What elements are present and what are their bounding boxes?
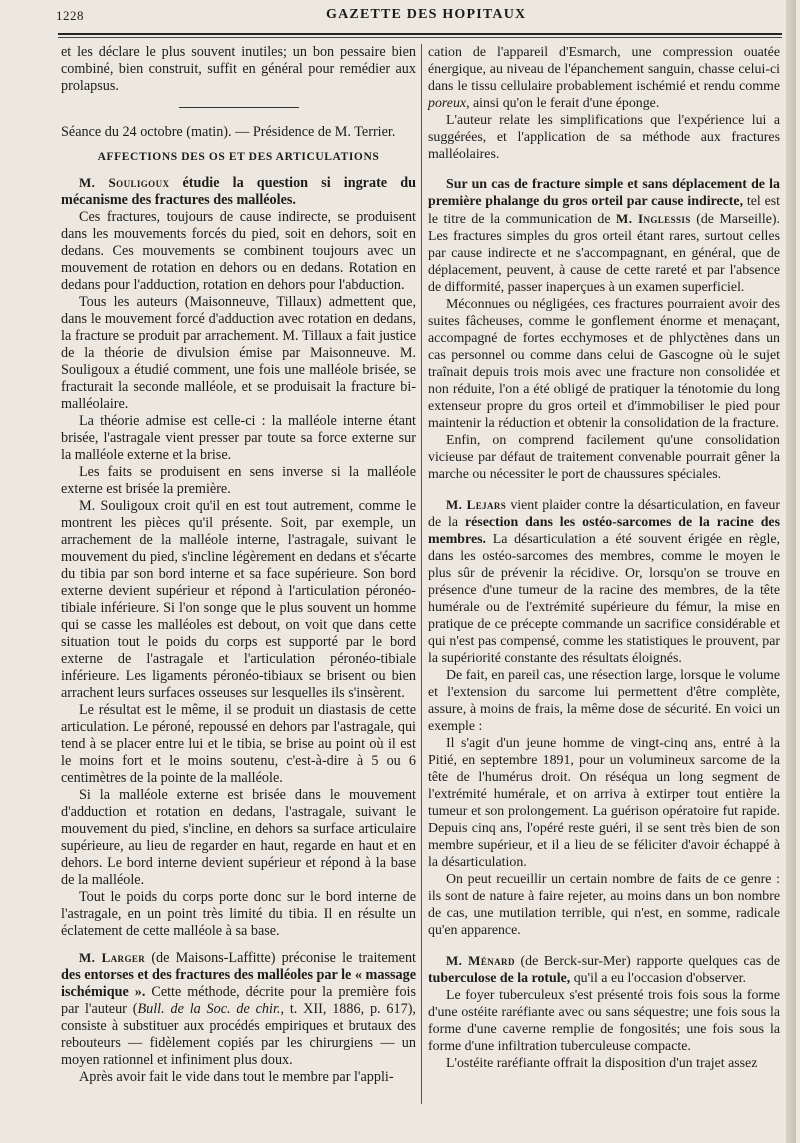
right-column xyxy=(428,44,780,1072)
speaker-name: M. Souligoux xyxy=(79,175,170,190)
topic-text: résection dans les ostéo-sarcomes de la racine des membres. xyxy=(428,515,780,547)
speaker-name: M. Inglessis xyxy=(616,211,691,226)
paragraph: Ces fractures, toujours de cause indirecte, se produisent dans les mouvements forcés du pied, soit en dehors, soit en dedans. Ces mouvements se combinent toujours avec un mouvement de rotation en dehors ou en dedans. Rotation en dedans pour l'adduction, rotation en dehors pour l'abduction. xyxy=(61,209,416,293)
paragraph: Après avoir fait le vide dans tout le membre par l'appli- xyxy=(79,1069,394,1085)
paragraph: Tous les auteurs (Maisonneuve, Tillaux) admettent que, dans le mouvement forcé d'adduction avec rotation en dedans, la fracture se produit par arrachement. M. Tillaux a fait justice de la théorie de divulsion émise par Maisonneuve. M. Souligoux a étudié comment, une fois une malléole brisée, se fracturait la seconde malléole, et se produisait la fracture bi-malléolaire. xyxy=(61,294,416,412)
page-header xyxy=(56,2,786,28)
paragraph: M. Souligoux croit qu'il en est tout autrement, comme le montrent les pièces qu'il présente. Soit, par exemple, un arrachement de la malléole interne, l'astragale, suivant le mouvement du pied, s'incline légèrement en dedans et s'écarte du tibia par son bord interne et sa face supérieure. Son bord externe devient supérieur et répond à l'articulation péronéo-tibiale inférieure. Si l'on songe que le plus souvent un homme qui se casse les malléoles est debout, on voit que dans cette situation tout le poids du corps est supporté par le bord externe de l'astragale et l'articulation péronéo-tibiale inférieure. Les ligaments péronéo-tibiaux se brisent ou bien arrachent leurs surfaces osseuses sur lesquelles ils s'insèrent. xyxy=(61,498,416,701)
paragraph: et les déclare le plus souvent inutiles; un bon pessaire bien combiné, bien construit, suffit en général pour remédier aux prolapsus. xyxy=(61,44,416,94)
paragraph: Sur un cas de fracture simple et sans déplacement de la première phalange du gros orteil par cause indirecte, tel est le titre de la communication de M. Inglessis (de Marseille). Les fractures simples du gros orteil étant rares, surtout celles par cause indirecte et ne s'accompagnant, en général, que de déplacement, peuvent, à cause de cette rareté et par l'absence de difformité, passer inaperçues à un examen superficiel. xyxy=(428,177,781,295)
topic-text: tuberculose de la rotule, xyxy=(428,971,571,986)
paragraph: On peut recueillir un certain nombre de faits de ce genre : ils sont de nature à faire rejeter, au moins dans un bon nombre de cas, une mutilation terrible, qui n'est, en somme, radicale qu'en apparence. xyxy=(428,872,780,938)
paragraph: Si la malléole externe est brisée dans le mouvement d'adduction et rotation en dedans, l'astragale, suivant le mouvement du pied, s'incline, en dehors sa surface articulaire supérieure, au lieu de regarder en haut, regarde en haut et en dehors. Le bord interne devient supérieur et répond à la base de la malléole. xyxy=(61,787,416,888)
topic-text: étudie la question si ingrate du mécanisme des fractures des malléoles. xyxy=(61,175,416,208)
speaker-name: M. Lejars xyxy=(446,497,507,512)
paragraph: Il s'agit d'un jeune homme de vingt-cinq ans, entré à la Pitié, en septembre 1891, pour un volumineux sarcome de la tête de l'humérus droit. On réséqua un long segment de l'extrémité humérale, et on arriva à extirper tout entière la tumeur et son prolongement. La guérison opératoire fut rapide. Depuis cinq ans, l'opéré reste guéri, il se sent très bien de son membre supérieur, et il a lieu de se féliciter d'avoir échappé à la désarticulation. xyxy=(428,736,780,870)
paragraph: Méconnues ou négligées, ces fractures pourraient avoir des suites fâcheuses, comme le gonflement énorme et menaçant, accompagné de fortes ecchymoses et de phlyctènes dans un cas personnel ou comme dans celui de Gascogne où le sujet traînait depuis trois mois avec une fracture non consolidée et non réduite, l'on a été obligé de pratiquer la ténotomie du long extenseur propre du gros orteil et d'immobiliser le pied pour maintenir la réduction et obtenir la consolidation de la fracture. xyxy=(428,297,780,431)
left-column xyxy=(61,44,416,1086)
topic-text: Sur un cas de fracture simple et sans déplacement de la première phalange du gros orteil par cause indirecte, xyxy=(428,177,780,209)
paragraph: Enfin, on comprend facilement qu'une consolidation vicieuse par défaut de traitement convenable pourrait gêner la marche ou nécessiter le port de chaussures spéciales. xyxy=(428,433,780,482)
paragraph: Les faits se produisent en sens inverse si la malléole externe est brisée la première. xyxy=(61,464,416,497)
speaker-name: M. Ménard xyxy=(446,953,515,968)
paragraph: L'auteur relate les simplifications que l'expérience lui a suggérées, et l'application de sa méthode aux fractures malléolaires. xyxy=(428,113,780,162)
page-number: 1228 xyxy=(56,8,84,23)
paragraph: La théorie admise est celle-ci : la malléole interne étant brisée, l'astragale vient presser par toute sa force externe sur la malléole externe et la brise. xyxy=(61,413,416,463)
section-heading: AFFECTIONS DES OS ET DES ARTICULATIONS xyxy=(97,151,380,163)
paragraph: Le résultat est le même, il se produit un diastasis de cette articulation. Le péroné, repoussé en dehors par l'astragale, qui tend à se placer entre lui et le tibia, se brise au point où il est le moins fort et le moins soutenu, c'est-à-dire à 5 ou 6 centimètres de la pointe de la malléole. xyxy=(61,702,416,786)
header-rule-thin xyxy=(58,37,782,38)
citation: Bull. de la Soc. de chir. xyxy=(137,1001,281,1017)
column-divider xyxy=(421,44,422,1104)
session-line: Séance du 24 octobre (matin). — Présidence de M. Terrier. xyxy=(61,124,396,140)
page-edge-shadow xyxy=(786,0,796,1143)
paragraph: Le foyer tuberculeux s'est présenté trois fois sous la forme d'une ostéite raréfiante avec ou sans séquestre; une fois sous la forme d'une caverne remplie de fongosités; une fois sous la forme d'une infiltration tuberculeuse compacte. xyxy=(428,988,780,1054)
running-title: GAZETTE DES HOPITAUX xyxy=(326,7,527,22)
paragraph: cation de l'appareil d'Esmarch, une compression ouatée énergique, au niveau de l'épanchement sanguin, chasse celui-ci dans le tissu cellulaire probablement ischémié et rendu comme poreux, ainsi qu'on le ferait d'une éponge. xyxy=(428,45,780,111)
paragraph: Tout le poids du corps porte donc sur le bord interne de l'astragale, en un point très limité du tibia. Il en résulte un éclatement de cette malléole à sa base. xyxy=(61,889,416,939)
paragraph: M. Ménard (de Berck-sur-Mer) rapporte quelques cas de tuberculose de la rotule, qu'il a eu l'occasion d'observer. xyxy=(428,953,780,986)
separator-rule xyxy=(179,107,299,108)
paragraph: M. Lejars vient plaider contre la désarticulation, en faveur de la résection dans les ostéo-sarcomes de la racine des membres. La désarticulation a été souvent érigée en règle, dans les ostéo-sarcomes des membres, comme le moyen le plus sûr de prévenir la récidive. Or, lorsqu'on se trouve en présence d'une tumeur de la racine des membres, de la tête humérale ou de l'extrémité supérieure du fémur, la mise en pratique de ce précepte commande un sacrifice considérable et qui n'est pas compensé, comme les statistiques le prouvent, par la supériorité constante des résultats éloignés. xyxy=(428,497,780,666)
paragraph xyxy=(61,174,416,209)
paragraph: De fait, en pareil cas, une résection large, lorsque le volume et l'extension du sarcome lui permettent d'être complète, assure, à moins de frais, la même dose de sécurité. En voici un exemple : xyxy=(428,668,780,734)
speaker-name: M. Larger xyxy=(79,950,146,965)
topic-text: des entorses et des fractures des malléoles par le « massage ischémique ». xyxy=(61,967,416,1000)
header-rule xyxy=(58,33,782,35)
paragraph: L'ostéite raréfiante offrait la disposition d'un trajet assez xyxy=(446,1056,758,1071)
paragraph: M. Larger (de Maisons-Laffitte) préconise le traitement des entorses et des fractures des malléoles par le « massage ischémique ». Cette méthode, décrite pour la première fois par l'auteur (Bull. de la Soc. de chir., t. XII, 1886, p. 617), consiste à substituer aux procédés empiriques et brutaux des rebouteurs — fidèlement copiés par les chirurgiens — un moyen rationnel et infiniment plus doux. xyxy=(61,950,417,1068)
